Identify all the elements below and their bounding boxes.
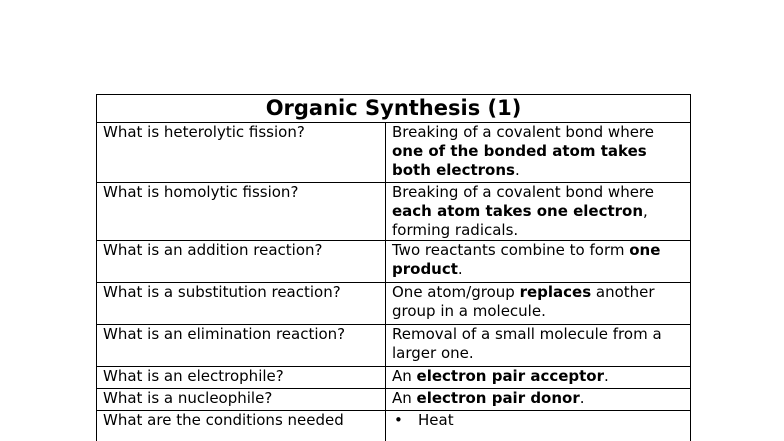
answer-cell (386, 241, 691, 283)
answer-cell (386, 389, 691, 411)
question-cell: What is heterolytic fission? (97, 123, 386, 183)
answer-text: , forming radicals. (392, 202, 648, 239)
answer-text: An (392, 389, 417, 407)
answer-text: . (579, 389, 585, 407)
answer-text: . (457, 260, 463, 278)
answer-bold-text: each atom takes one electron (392, 202, 644, 220)
question-cell: What is an electrophile? (97, 367, 386, 389)
answer-text: another group in a molecule. (392, 283, 655, 320)
table-row (97, 367, 691, 389)
table-row (97, 389, 691, 411)
answer-text: . (514, 161, 520, 179)
organic-synthesis-table (96, 94, 691, 441)
list-item: • Heat (392, 411, 684, 430)
question-cell: What is a nucleophile? (97, 389, 386, 411)
answer-cell (386, 123, 691, 183)
answer-cell (386, 325, 691, 367)
question-cell: What is a substitution reaction? (97, 283, 386, 325)
answer-bold-text: electron pair donor (416, 389, 580, 407)
table-row (97, 241, 691, 283)
answer-text: Two reactants combine to form (392, 241, 630, 259)
table-row (97, 123, 691, 183)
answer-text: . (604, 367, 609, 385)
answer-text: An (392, 367, 417, 385)
question-cell: What is homolytic fission? (97, 183, 386, 241)
table-row (97, 283, 691, 325)
answer-cell (386, 411, 691, 441)
table-row (97, 183, 691, 241)
answer-text: Breaking of a covalent bond where (392, 123, 654, 141)
table-row (97, 325, 691, 367)
answer-bold-text: one product (392, 241, 661, 278)
answer-cell (386, 283, 691, 325)
answer-text: One atom/group (392, 283, 520, 301)
table-row (97, 411, 691, 441)
answer-bold-text: replaces (519, 283, 592, 301)
conditions-list (392, 411, 684, 430)
answer-text: Removal of a small molecule from a larger one. (392, 325, 662, 362)
answer-bold-text: electron pair acceptor (416, 367, 605, 385)
answer-bold-text: one of the bonded atom takes both electrons (392, 142, 647, 179)
answer-text: Breaking of a covalent bond where (392, 183, 654, 201)
question-cell: What are the conditions needed (97, 411, 386, 441)
table-title: Organic Synthesis (1) (97, 95, 691, 123)
question-cell: What is an addition reaction? (97, 241, 386, 283)
question-cell: What is an elimination reaction? (97, 325, 386, 367)
answer-cell (386, 367, 691, 389)
answer-cell (386, 183, 691, 241)
